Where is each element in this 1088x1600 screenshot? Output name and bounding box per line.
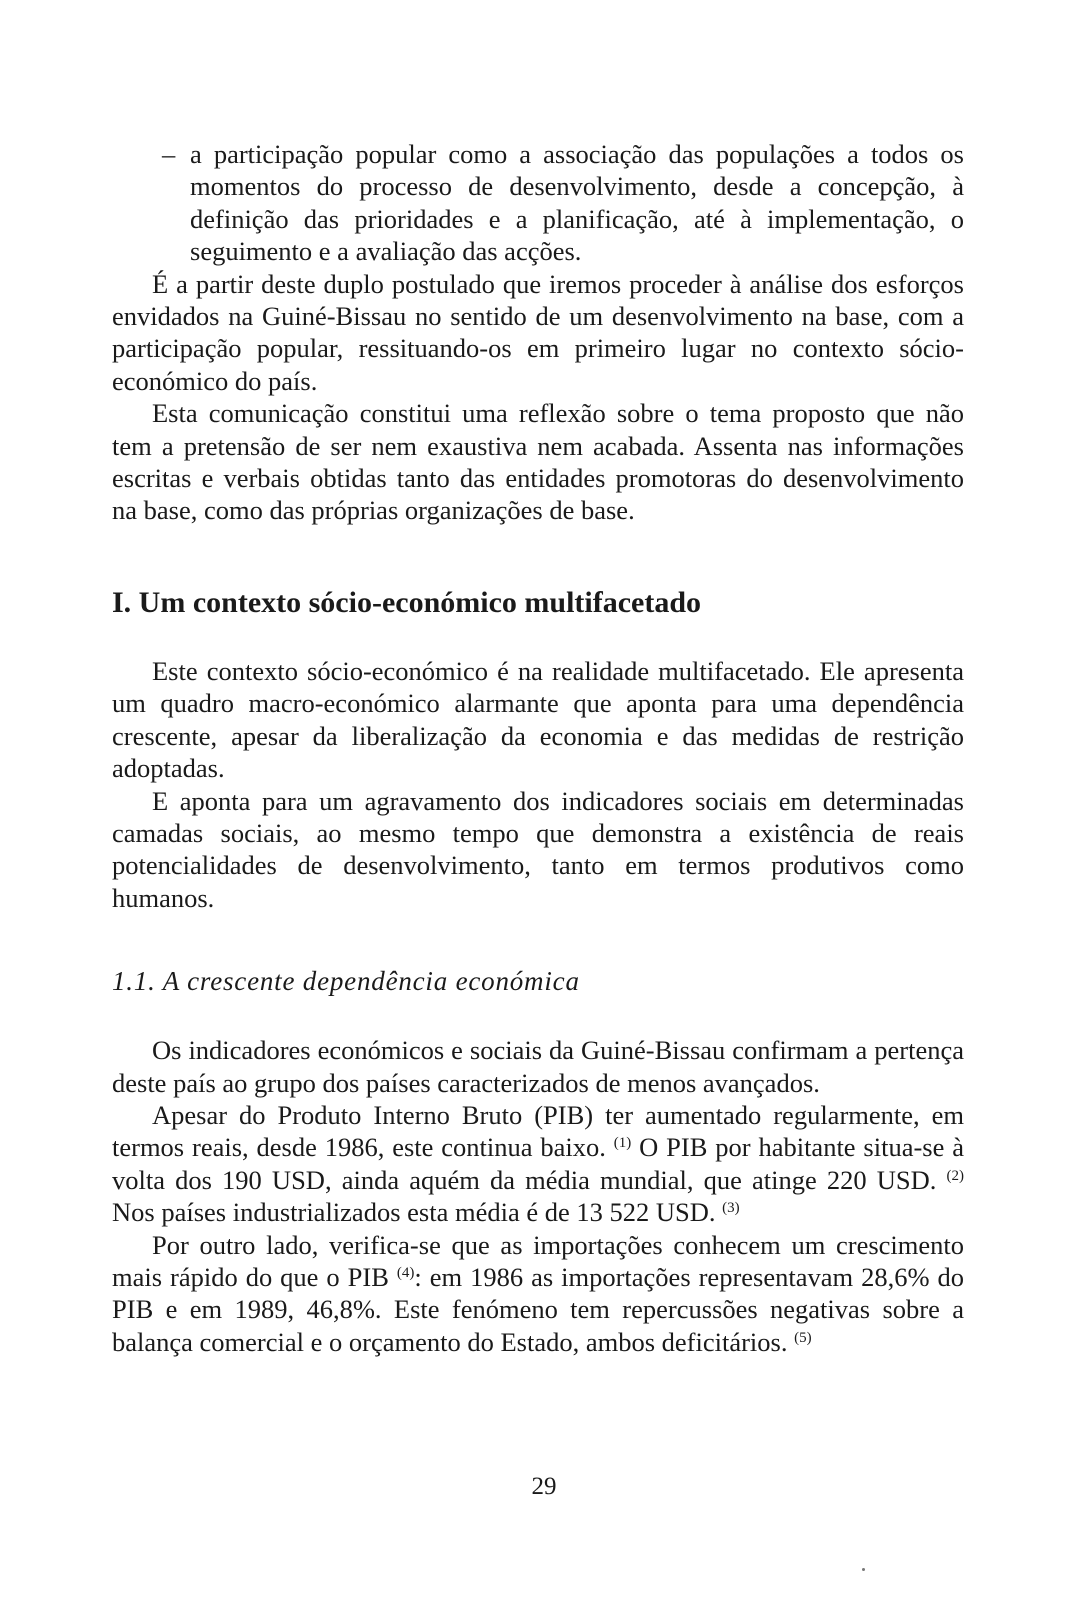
page-body — [112, 138, 964, 1558]
scan-speck — [862, 1568, 865, 1571]
section-paragraph-2: E aponta para um agravamento dos indicadores sociais em determinadas camadas sociais, ao mesmo tempo que demonstra a existência de reais potencialidades de desenvolvimento, tanto em termos produtivos como humanos. — [112, 785, 964, 913]
paragraph-text: O PIB por habitante situa-se à volta dos 190 USD, ainda aquém da média mundial, que atinge 220 USD. — [112, 1132, 965, 1195]
paragraph-text: Por outro lado, verifica-se que as importações conhecem um crescimento mais rápido do que o PIB — [112, 1229, 964, 1292]
paragraph-text: Apesar do Produto Interno Bruto (PIB) ter aumentado regularmente, em termos reais, desde 1986, este continua baixo. — [112, 1099, 964, 1163]
subsection-paragraph-3 — [112, 1229, 964, 1359]
footnote-ref-3: (3) — [722, 1200, 740, 1217]
footnote-ref-1: (1) — [613, 1135, 632, 1152]
bullet-item — [112, 138, 964, 268]
section-heading: I. Um contexto sócio-económico multifacetado — [112, 585, 702, 619]
bullet-dash: – — [162, 139, 176, 169]
bullet-text: a participação popular como a associação das populações a todos os momentos do processo de desenvolvimento, desde a concepção, à definição das prioridades e a planificação, até à implementação, o seguimento e a avaliação das acções. — [190, 139, 964, 267]
subsection-paragraph-2 — [112, 1099, 964, 1229]
footnote-ref-2: (2) — [946, 1167, 965, 1184]
section-paragraph-1: Este contexto sócio-económico é na realidade multifacetado. Ele apresenta um quadro macro-económico alarmante que aponta para uma dependência crescente, apesar da liberalização da economia e das medidas de restrição adoptadas. — [112, 655, 964, 784]
intro-paragraph-1: É a partir deste duplo postulado que iremos proceder à análise dos esforços envidados na Guiné-Bissau no sentido de um desenvolvimento na base, com a participação popular, ressituando-os em primeiro lugar no contexto sócio-económico do país. — [112, 268, 964, 396]
footnote-ref-5: (5) — [794, 1329, 812, 1346]
paragraph-text: : em 1986 as importações representavam 28,6% do PIB e em 1989, 46,8%. Este fenómeno tem repercussões negativas sobre a balança comercial e o orçamento do Estado, ambos deficitários. — [112, 1261, 965, 1357]
intro-paragraph-2: Esta comunicação constitui uma reflexão sobre o tema proposto que não tem a pretensão de ser nem exaustiva nem acabada. Assenta nas informações escritas e verbais obtidas tanto das entidades promotoras do desenvolvimento na base, como das próprias organizações de base. — [112, 398, 964, 526]
footnote-ref-4: (4) — [396, 1264, 415, 1281]
subsection-heading: 1.1. A crescente dependência económica — [112, 966, 580, 997]
subsection-paragraph-1: Os indicadores económicos e sociais da Guiné-Bissau confirmam a pertença deste país ao grupo dos países caracterizados de menos avançados. — [112, 1035, 964, 1098]
page-number: 29 — [531, 1473, 557, 1500]
paragraph-text: Nos países industrializados esta média é de 13 522 USD. — [112, 1197, 716, 1228]
